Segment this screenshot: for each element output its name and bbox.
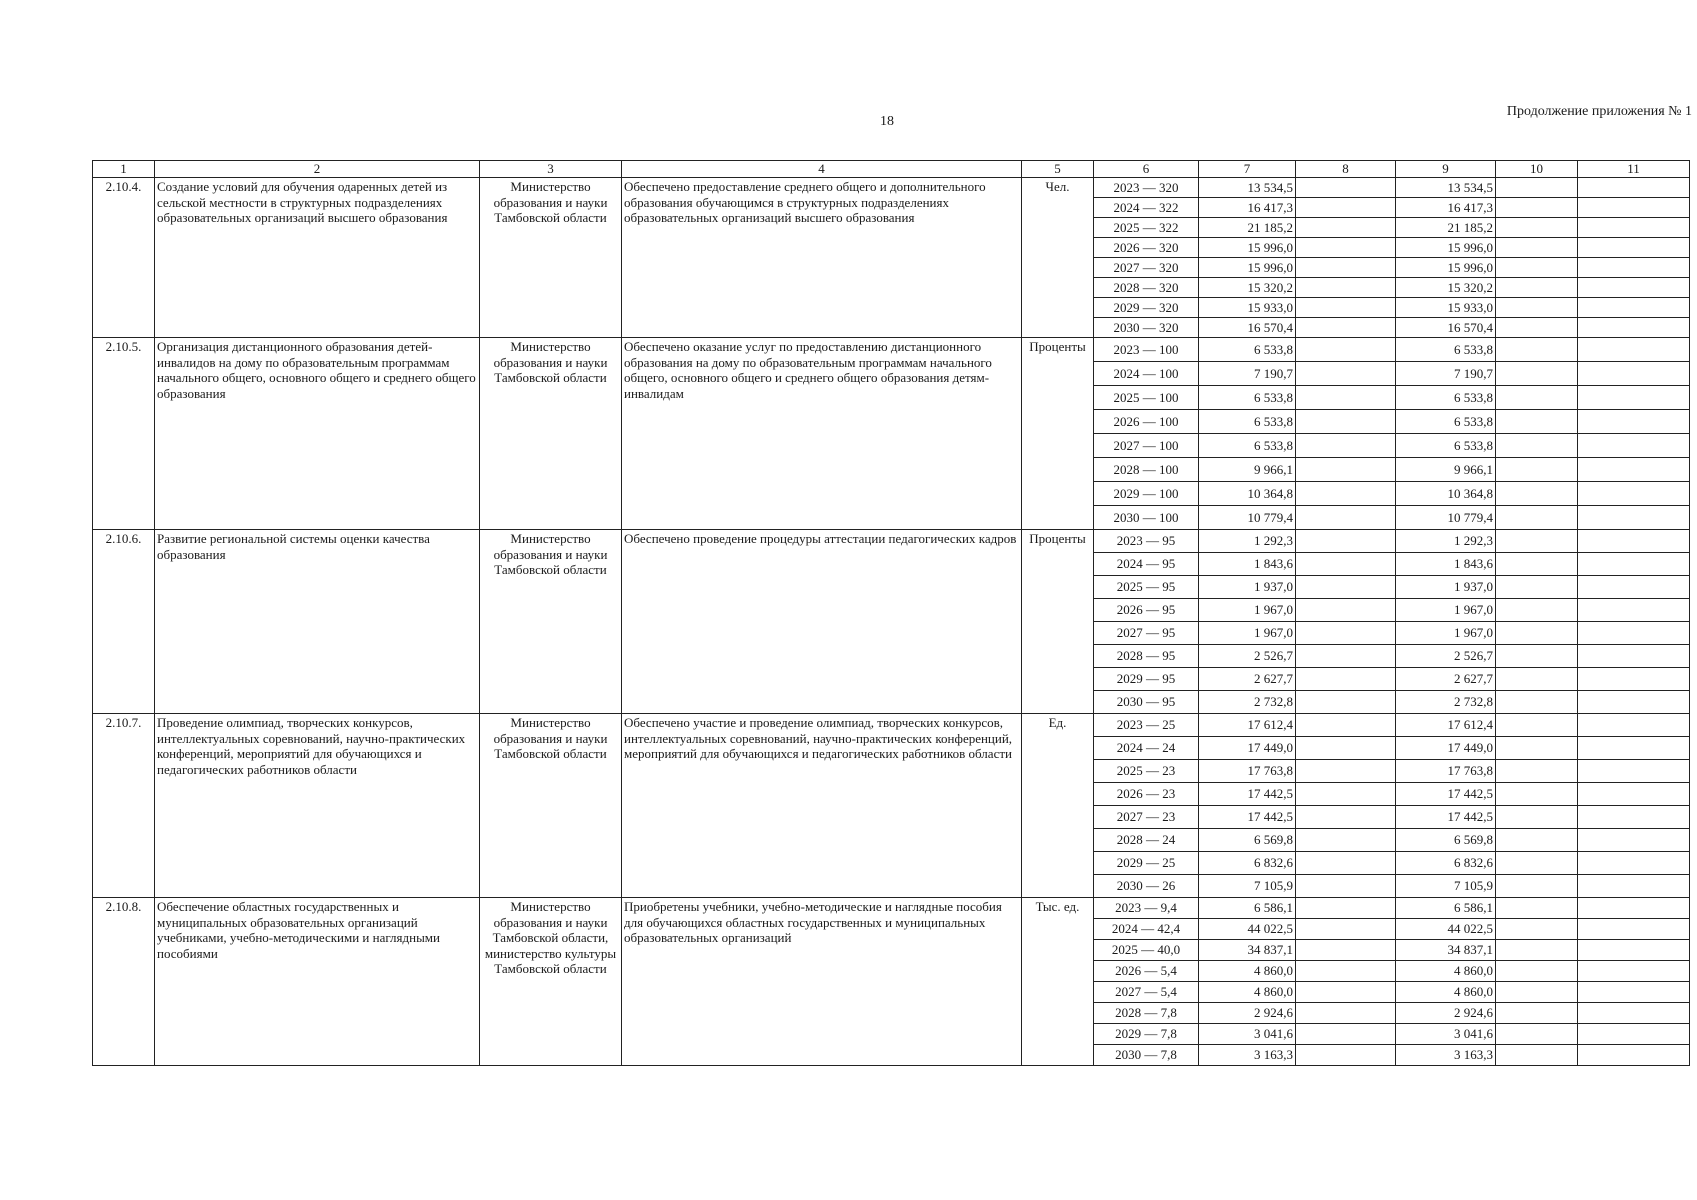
funding-col-8 — [1296, 218, 1396, 238]
funding-col-8 — [1296, 553, 1396, 576]
funding-col-11 — [1578, 318, 1690, 338]
year-indicator: 2025 — 100 — [1094, 386, 1199, 410]
funding-col-11 — [1578, 982, 1690, 1003]
measure-executor: Министерство образования и науки Тамбовской области — [480, 178, 622, 338]
measure-executor: Министерство образования и науки Тамбовской области — [480, 530, 622, 714]
funding-total: 6 533,8 — [1199, 434, 1296, 458]
funding-col-9: 34 837,1 — [1396, 940, 1496, 961]
funding-col-8 — [1296, 1045, 1396, 1066]
funding-total: 17 442,5 — [1199, 806, 1296, 829]
funding-col-8 — [1296, 919, 1396, 940]
funding-col-11 — [1578, 691, 1690, 714]
year-indicator: 2026 — 5,4 — [1094, 961, 1199, 982]
funding-col-10 — [1496, 599, 1578, 622]
funding-col-9: 10 779,4 — [1396, 506, 1496, 530]
funding-col-11 — [1578, 458, 1690, 482]
year-indicator: 2023 — 9,4 — [1094, 898, 1199, 919]
funding-total: 15 933,0 — [1199, 298, 1296, 318]
year-indicator: 2027 — 100 — [1094, 434, 1199, 458]
year-indicator: 2030 — 320 — [1094, 318, 1199, 338]
year-indicator: 2026 — 95 — [1094, 599, 1199, 622]
funding-col-9: 1 937,0 — [1396, 576, 1496, 599]
funding-total: 1 967,0 — [1199, 622, 1296, 645]
funding-col-8 — [1296, 278, 1396, 298]
funding-total: 6 533,8 — [1199, 410, 1296, 434]
funding-col-11 — [1578, 852, 1690, 875]
funding-col-10 — [1496, 218, 1578, 238]
measure-name: Создание условий для обучения одаренных детей из сельской местности в структурных подразделениях образовательных организаций высшего образования — [155, 178, 480, 338]
funding-col-11 — [1578, 961, 1690, 982]
funding-total: 9 966,1 — [1199, 458, 1296, 482]
funding-total: 2 732,8 — [1199, 691, 1296, 714]
year-indicator: 2024 — 322 — [1094, 198, 1199, 218]
table-row — [93, 178, 1690, 198]
funding-col-10 — [1496, 714, 1578, 737]
funding-col-10 — [1496, 410, 1578, 434]
funding-col-11 — [1578, 218, 1690, 238]
funding-total: 16 570,4 — [1199, 318, 1296, 338]
year-indicator: 2029 — 100 — [1094, 482, 1199, 506]
funding-total: 10 779,4 — [1199, 506, 1296, 530]
funding-col-11 — [1578, 783, 1690, 806]
funding-col-10 — [1496, 737, 1578, 760]
funding-col-11 — [1578, 898, 1690, 919]
funding-col-10 — [1496, 278, 1578, 298]
funding-col-11 — [1578, 178, 1690, 198]
funding-col-8 — [1296, 482, 1396, 506]
funding-total: 7 190,7 — [1199, 362, 1296, 386]
funding-total: 13 534,5 — [1199, 178, 1296, 198]
funding-col-10 — [1496, 645, 1578, 668]
funding-col-9: 16 417,3 — [1396, 198, 1496, 218]
funding-col-9: 15 996,0 — [1396, 238, 1496, 258]
funding-col-10 — [1496, 576, 1578, 599]
funding-col-10 — [1496, 178, 1578, 198]
year-indicator: 2028 — 24 — [1094, 829, 1199, 852]
funding-total: 1 967,0 — [1199, 599, 1296, 622]
year-indicator: 2027 — 5,4 — [1094, 982, 1199, 1003]
funding-col-9: 17 763,8 — [1396, 760, 1496, 783]
funding-total: 6 832,6 — [1199, 852, 1296, 875]
funding-total: 4 860,0 — [1199, 961, 1296, 982]
funding-col-8 — [1296, 691, 1396, 714]
funding-total: 2 526,7 — [1199, 645, 1296, 668]
funding-col-10 — [1496, 982, 1578, 1003]
funding-col-8 — [1296, 783, 1396, 806]
funding-col-9: 2 627,7 — [1396, 668, 1496, 691]
funding-col-11 — [1578, 668, 1690, 691]
measure-code: 2.10.6. — [93, 530, 155, 714]
funding-col-9: 7 190,7 — [1396, 362, 1496, 386]
funding-col-9: 13 534,5 — [1396, 178, 1496, 198]
measure-executor: Министерство образования и науки Тамбовской области — [480, 714, 622, 898]
funding-total: 2 924,6 — [1199, 1003, 1296, 1024]
funding-col-9: 10 364,8 — [1396, 482, 1496, 506]
funding-col-9: 4 860,0 — [1396, 982, 1496, 1003]
funding-col-8 — [1296, 258, 1396, 278]
funding-col-11 — [1578, 1024, 1690, 1045]
year-indicator: 2027 — 320 — [1094, 258, 1199, 278]
funding-col-10 — [1496, 1024, 1578, 1045]
funding-total: 3 041,6 — [1199, 1024, 1296, 1045]
funding-col-10 — [1496, 318, 1578, 338]
funding-col-10 — [1496, 458, 1578, 482]
funding-col-11 — [1578, 714, 1690, 737]
measure-unit: Тыс. ед. — [1022, 898, 1094, 1066]
funding-col-9: 17 442,5 — [1396, 806, 1496, 829]
year-indicator: 2030 — 7,8 — [1094, 1045, 1199, 1066]
funding-col-8 — [1296, 386, 1396, 410]
funding-total: 2 627,7 — [1199, 668, 1296, 691]
funding-col-8 — [1296, 961, 1396, 982]
funding-col-11 — [1578, 362, 1690, 386]
year-indicator: 2028 — 7,8 — [1094, 1003, 1199, 1024]
funding-col-10 — [1496, 940, 1578, 961]
measure-code: 2.10.5. — [93, 338, 155, 530]
funding-col-10 — [1496, 530, 1578, 553]
funding-col-8 — [1296, 806, 1396, 829]
funding-total: 3 163,3 — [1199, 1045, 1296, 1066]
funding-col-8 — [1296, 338, 1396, 362]
funding-col-8 — [1296, 622, 1396, 645]
table-row — [93, 898, 1690, 919]
funding-col-11 — [1578, 1003, 1690, 1024]
funding-col-10 — [1496, 1003, 1578, 1024]
funding-col-11 — [1578, 482, 1690, 506]
col-header-5: 5 — [1022, 161, 1094, 178]
funding-col-8 — [1296, 1024, 1396, 1045]
funding-col-9: 21 185,2 — [1396, 218, 1496, 238]
funding-col-10 — [1496, 760, 1578, 783]
funding-col-8 — [1296, 737, 1396, 760]
funding-col-10 — [1496, 506, 1578, 530]
measure-executor: Министерство образования и науки Тамбовской области — [480, 338, 622, 530]
funding-col-9: 17 442,5 — [1396, 783, 1496, 806]
measure-code: 2.10.7. — [93, 714, 155, 898]
funding-col-10 — [1496, 238, 1578, 258]
page-number: 18 — [880, 114, 894, 129]
col-header-1: 1 — [93, 161, 155, 178]
funding-col-10 — [1496, 338, 1578, 362]
funding-col-9: 4 860,0 — [1396, 961, 1496, 982]
funding-col-9: 17 449,0 — [1396, 737, 1496, 760]
year-indicator: 2023 — 100 — [1094, 338, 1199, 362]
col-header-6: 6 — [1094, 161, 1199, 178]
funding-col-10 — [1496, 198, 1578, 218]
funding-total: 10 364,8 — [1199, 482, 1296, 506]
measure-name: Организация дистанционного образования детей-инвалидов на дому по образовательным программам начального общего, основного общего и среднего общего образования — [155, 338, 480, 530]
funding-col-8 — [1296, 760, 1396, 783]
funding-col-9: 44 022,5 — [1396, 919, 1496, 940]
funding-total: 15 320,2 — [1199, 278, 1296, 298]
funding-col-8 — [1296, 238, 1396, 258]
col-header-2: 2 — [155, 161, 480, 178]
year-indicator: 2027 — 95 — [1094, 622, 1199, 645]
measure-code: 2.10.8. — [93, 898, 155, 1066]
funding-col-11 — [1578, 386, 1690, 410]
funding-col-11 — [1578, 806, 1690, 829]
year-indicator: 2029 — 320 — [1094, 298, 1199, 318]
funding-col-8 — [1296, 898, 1396, 919]
year-indicator: 2029 — 25 — [1094, 852, 1199, 875]
funding-col-11 — [1578, 238, 1690, 258]
funding-col-8 — [1296, 1003, 1396, 1024]
year-indicator: 2023 — 320 — [1094, 178, 1199, 198]
funding-total: 17 612,4 — [1199, 714, 1296, 737]
measure-name: Развитие региональной системы оценки качества образования — [155, 530, 480, 714]
funding-col-11 — [1578, 622, 1690, 645]
measure-name: Проведение олимпиад, творческих конкурсов, интеллектуальных соревнований, научно-практических конференций, мероприятий для обучающихся и педагогических работников области — [155, 714, 480, 898]
funding-col-9: 1 843,6 — [1396, 553, 1496, 576]
funding-col-11 — [1578, 875, 1690, 898]
funding-col-8 — [1296, 645, 1396, 668]
funding-col-9: 3 163,3 — [1396, 1045, 1496, 1066]
funding-col-11 — [1578, 645, 1690, 668]
appendix-continuation-header: Продолжение приложения № 1 — [1506, 104, 1692, 119]
funding-col-8 — [1296, 410, 1396, 434]
col-header-3: 3 — [480, 161, 622, 178]
col-header-8: 8 — [1296, 161, 1396, 178]
funding-col-10 — [1496, 852, 1578, 875]
funding-col-8 — [1296, 298, 1396, 318]
funding-col-8 — [1296, 982, 1396, 1003]
col-header-9: 9 — [1396, 161, 1496, 178]
funding-col-9: 9 966,1 — [1396, 458, 1496, 482]
year-indicator: 2025 — 23 — [1094, 760, 1199, 783]
funding-col-10 — [1496, 1045, 1578, 1066]
funding-total: 1 843,6 — [1199, 553, 1296, 576]
funding-col-11 — [1578, 829, 1690, 852]
funding-total: 16 417,3 — [1199, 198, 1296, 218]
col-header-10: 10 — [1496, 161, 1578, 178]
funding-col-9: 1 292,3 — [1396, 530, 1496, 553]
year-indicator: 2028 — 95 — [1094, 645, 1199, 668]
funding-col-8 — [1296, 198, 1396, 218]
funding-col-8 — [1296, 178, 1396, 198]
measure-result: Обеспечено оказание услуг по предоставлению дистанционного образования на дому по образовательным программам начального общего, основного общего и среднего общего образования детям-инвалидам — [622, 338, 1022, 530]
funding-col-10 — [1496, 668, 1578, 691]
year-indicator: 2026 — 100 — [1094, 410, 1199, 434]
funding-col-9: 2 526,7 — [1396, 645, 1496, 668]
funding-col-10 — [1496, 898, 1578, 919]
funding-col-9: 6 586,1 — [1396, 898, 1496, 919]
table-row — [93, 530, 1690, 553]
measure-result: Обеспечено участие и проведение олимпиад, творческих конкурсов, интеллектуальных соревнований, научно-практических конференций, мероприятий для обучающихся и педагогических работников области — [622, 714, 1022, 898]
year-indicator: 2029 — 95 — [1094, 668, 1199, 691]
funding-col-11 — [1578, 198, 1690, 218]
funding-col-11 — [1578, 506, 1690, 530]
funding-total: 15 996,0 — [1199, 238, 1296, 258]
funding-col-11 — [1578, 338, 1690, 362]
funding-total: 17 442,5 — [1199, 783, 1296, 806]
funding-col-8 — [1296, 599, 1396, 622]
funding-col-9: 15 996,0 — [1396, 258, 1496, 278]
col-header-4: 4 — [622, 161, 1022, 178]
funding-col-8 — [1296, 714, 1396, 737]
funding-total: 6 533,8 — [1199, 386, 1296, 410]
measure-unit: Проценты — [1022, 530, 1094, 714]
funding-total: 17 763,8 — [1199, 760, 1296, 783]
funding-col-10 — [1496, 919, 1578, 940]
funding-col-9: 2 732,8 — [1396, 691, 1496, 714]
funding-col-11 — [1578, 553, 1690, 576]
year-indicator: 2024 — 95 — [1094, 553, 1199, 576]
funding-col-10 — [1496, 362, 1578, 386]
year-indicator: 2028 — 320 — [1094, 278, 1199, 298]
measure-unit: Ед. — [1022, 714, 1094, 898]
funding-col-11 — [1578, 298, 1690, 318]
funding-total: 34 837,1 — [1199, 940, 1296, 961]
funding-col-8 — [1296, 829, 1396, 852]
funding-col-9: 6 533,8 — [1396, 410, 1496, 434]
col-header-11: 11 — [1578, 161, 1690, 178]
funding-col-11 — [1578, 940, 1690, 961]
funding-col-11 — [1578, 258, 1690, 278]
funding-total: 15 996,0 — [1199, 258, 1296, 278]
year-indicator: 2024 — 42,4 — [1094, 919, 1199, 940]
funding-total: 1 937,0 — [1199, 576, 1296, 599]
table-row — [93, 338, 1690, 362]
funding-col-10 — [1496, 298, 1578, 318]
funding-col-9: 7 105,9 — [1396, 875, 1496, 898]
funding-col-11 — [1578, 1045, 1690, 1066]
funding-col-9: 6 533,8 — [1396, 386, 1496, 410]
funding-total: 21 185,2 — [1199, 218, 1296, 238]
funding-col-10 — [1496, 622, 1578, 645]
funding-col-10 — [1496, 829, 1578, 852]
funding-col-11 — [1578, 737, 1690, 760]
funding-col-11 — [1578, 434, 1690, 458]
table-row — [93, 714, 1690, 737]
funding-col-10 — [1496, 961, 1578, 982]
funding-col-11 — [1578, 278, 1690, 298]
measure-result: Обеспечено проведение процедуры аттестации педагогических кадров — [622, 530, 1022, 714]
funding-col-8 — [1296, 852, 1396, 875]
year-indicator: 2027 — 23 — [1094, 806, 1199, 829]
funding-col-10 — [1496, 783, 1578, 806]
funding-col-8 — [1296, 506, 1396, 530]
year-indicator: 2028 — 100 — [1094, 458, 1199, 482]
funding-col-8 — [1296, 362, 1396, 386]
funding-col-10 — [1496, 386, 1578, 410]
year-indicator: 2029 — 7,8 — [1094, 1024, 1199, 1045]
funding-col-8 — [1296, 875, 1396, 898]
funding-total: 44 022,5 — [1199, 919, 1296, 940]
funding-col-9: 6 832,6 — [1396, 852, 1496, 875]
funding-col-10 — [1496, 806, 1578, 829]
funding-total: 7 105,9 — [1199, 875, 1296, 898]
funding-col-9: 15 933,0 — [1396, 298, 1496, 318]
funding-col-10 — [1496, 875, 1578, 898]
funding-col-9: 1 967,0 — [1396, 599, 1496, 622]
year-indicator: 2030 — 26 — [1094, 875, 1199, 898]
funding-col-10 — [1496, 691, 1578, 714]
funding-col-10 — [1496, 434, 1578, 458]
program-table — [92, 160, 1690, 1066]
funding-col-11 — [1578, 599, 1690, 622]
funding-total: 17 449,0 — [1199, 737, 1296, 760]
funding-col-10 — [1496, 482, 1578, 506]
funding-col-11 — [1578, 410, 1690, 434]
funding-total: 6 586,1 — [1199, 898, 1296, 919]
measure-name: Обеспечение областных государственных и муниципальных образовательных организаций учебниками, учебно-методическими и наглядными пособиями — [155, 898, 480, 1066]
funding-col-9: 6 533,8 — [1396, 434, 1496, 458]
measure-unit: Чел. — [1022, 178, 1094, 338]
funding-col-9: 6 569,8 — [1396, 829, 1496, 852]
year-indicator: 2025 — 40,0 — [1094, 940, 1199, 961]
funding-col-8 — [1296, 318, 1396, 338]
year-indicator: 2030 — 100 — [1094, 506, 1199, 530]
funding-col-9: 17 612,4 — [1396, 714, 1496, 737]
funding-col-10 — [1496, 258, 1578, 278]
funding-col-11 — [1578, 530, 1690, 553]
year-indicator: 2023 — 95 — [1094, 530, 1199, 553]
funding-col-11 — [1578, 576, 1690, 599]
funding-col-8 — [1296, 458, 1396, 482]
year-indicator: 2023 — 25 — [1094, 714, 1199, 737]
year-indicator: 2024 — 100 — [1094, 362, 1199, 386]
funding-total: 6 533,8 — [1199, 338, 1296, 362]
measure-unit: Проценты — [1022, 338, 1094, 530]
funding-col-11 — [1578, 919, 1690, 940]
year-indicator: 2030 — 95 — [1094, 691, 1199, 714]
funding-col-9: 16 570,4 — [1396, 318, 1496, 338]
year-indicator: 2025 — 322 — [1094, 218, 1199, 238]
funding-total: 6 569,8 — [1199, 829, 1296, 852]
funding-col-8 — [1296, 576, 1396, 599]
measure-executor: Министерство образования и науки Тамбовской области, министерство культуры Тамбовской области — [480, 898, 622, 1066]
funding-col-11 — [1578, 760, 1690, 783]
col-header-7: 7 — [1199, 161, 1296, 178]
measure-code: 2.10.4. — [93, 178, 155, 338]
funding-col-8 — [1296, 668, 1396, 691]
funding-col-10 — [1496, 553, 1578, 576]
column-number-header — [93, 161, 1690, 178]
year-indicator: 2026 — 23 — [1094, 783, 1199, 806]
measure-result: Приобретены учебники, учебно-методические и наглядные пособия для обучающихся областных государственных и муниципальных образовательных организаций — [622, 898, 1022, 1066]
funding-col-8 — [1296, 940, 1396, 961]
year-indicator: 2026 — 320 — [1094, 238, 1199, 258]
funding-col-9: 1 967,0 — [1396, 622, 1496, 645]
funding-total: 1 292,3 — [1199, 530, 1296, 553]
funding-col-9: 15 320,2 — [1396, 278, 1496, 298]
funding-col-9: 6 533,8 — [1396, 338, 1496, 362]
table-body — [93, 178, 1690, 1066]
year-indicator: 2024 — 24 — [1094, 737, 1199, 760]
measure-result: Обеспечено предоставление среднего общего и дополнительного образования обучающимся в структурных подразделениях образовательных организаций высшего образования — [622, 178, 1022, 338]
funding-col-8 — [1296, 434, 1396, 458]
funding-col-9: 3 041,6 — [1396, 1024, 1496, 1045]
funding-col-9: 2 924,6 — [1396, 1003, 1496, 1024]
year-indicator: 2025 — 95 — [1094, 576, 1199, 599]
funding-col-8 — [1296, 530, 1396, 553]
funding-total: 4 860,0 — [1199, 982, 1296, 1003]
